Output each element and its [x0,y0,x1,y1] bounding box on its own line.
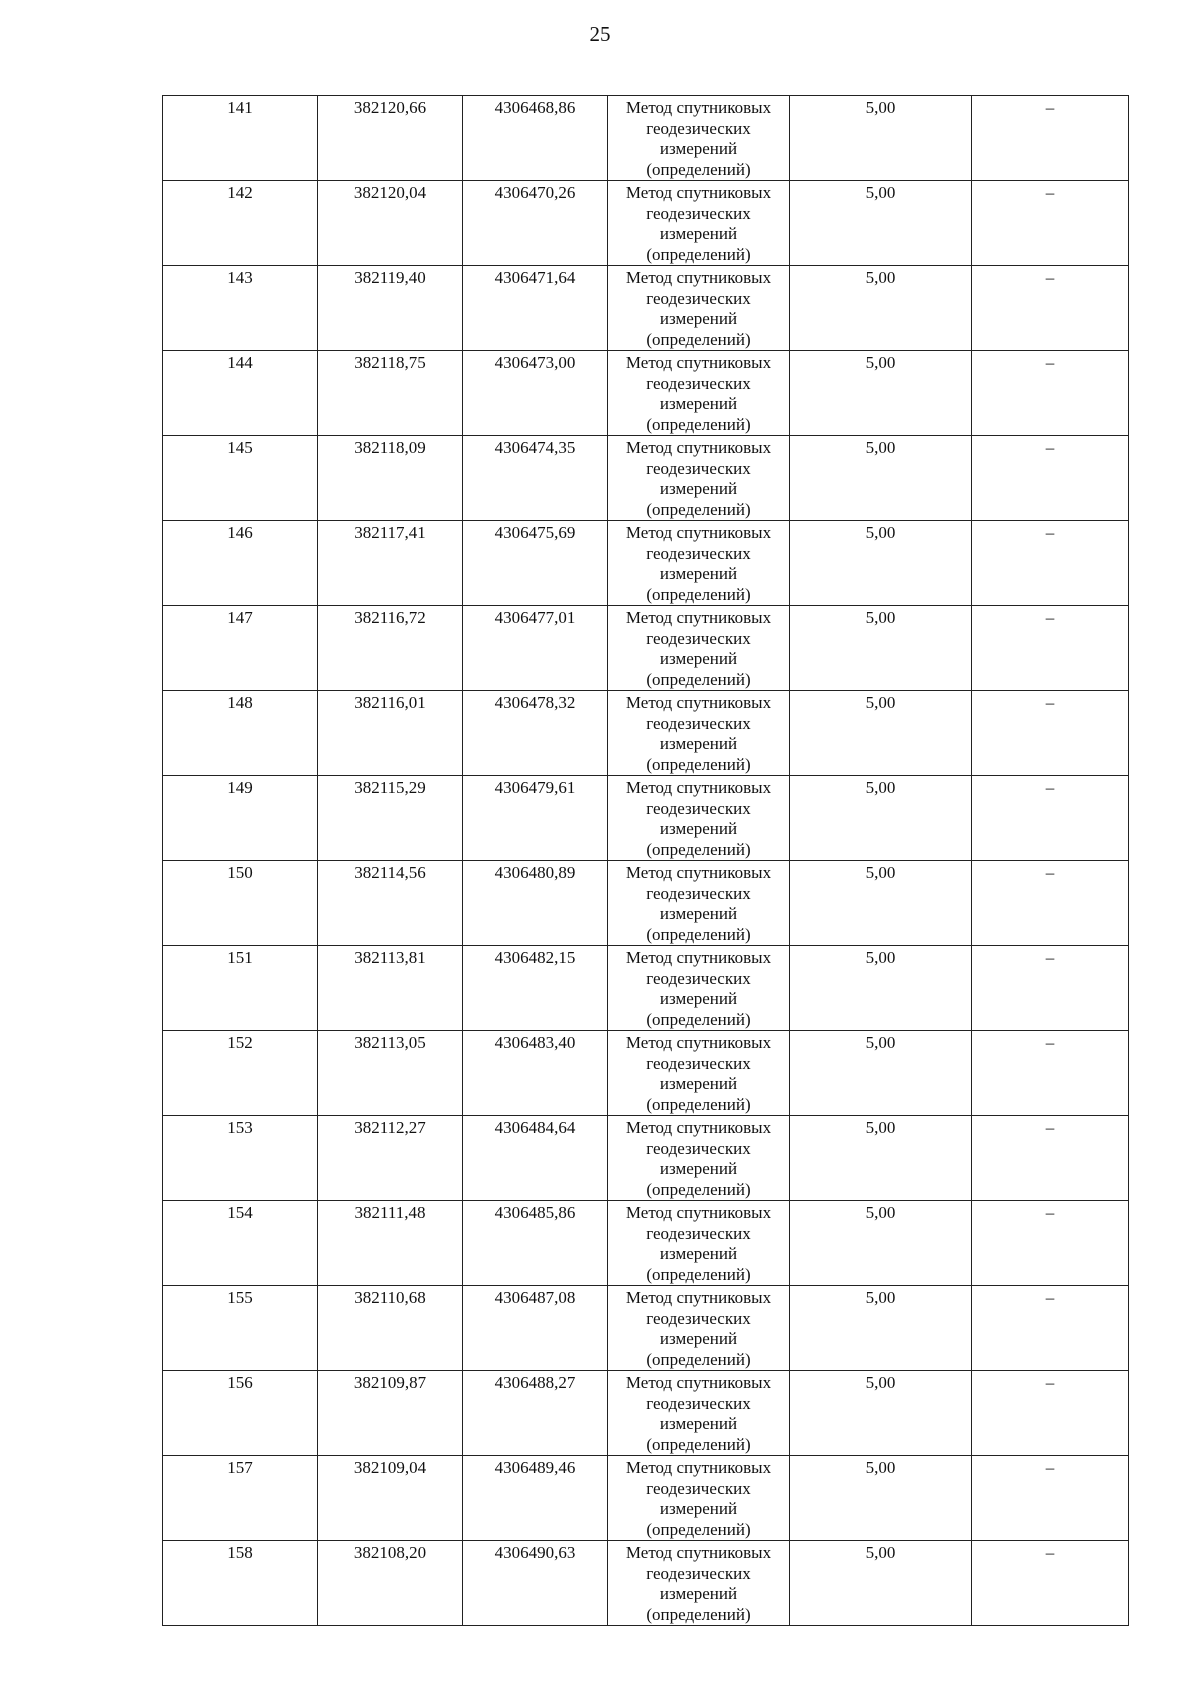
cell-coordinate-x: 382108,20 [318,1541,463,1626]
cell-point-number: 141 [163,96,318,181]
cell-accuracy: 5,00 [790,1286,972,1371]
cell-accuracy: 5,00 [790,521,972,606]
table-row [163,351,1129,436]
cell-method [608,691,790,776]
cell-point-number: 155 [163,1286,318,1371]
method-line: измерений [659,1414,738,1433]
method-line: геодезических [646,883,751,903]
table-row [163,266,1129,351]
method-line: геодезических [646,118,751,138]
table-body [163,96,1129,1626]
method-line: Метод спутниковых [625,353,772,372]
cell-point-number: 151 [163,946,318,1031]
cell-coordinate-x: 382112,27 [318,1116,463,1201]
cell-coordinate-x: 382120,66 [318,96,463,181]
cell-point-number: 152 [163,1031,318,1116]
method-line: геодезических [646,713,751,733]
cell-coordinate-x: 382118,75 [318,351,463,436]
cell-coordinate-x: 382120,04 [318,181,463,266]
method-line: измерений [659,734,738,753]
cell-coordinate-y: 4306480,89 [463,861,608,946]
cell-method [608,1541,790,1626]
cell-accuracy: 5,00 [790,1031,972,1116]
table-row [163,96,1129,181]
cell-method [608,351,790,436]
method-line: (определений) [646,1434,751,1454]
method-line: измерений [659,1159,738,1178]
cell-point-number: 150 [163,861,318,946]
method-line: измерений [659,1584,738,1603]
cell-note: – [972,606,1129,691]
cell-coordinate-y: 4306478,32 [463,691,608,776]
cell-accuracy: 5,00 [790,606,972,691]
table-row [163,1371,1129,1456]
method-line: измерений [659,649,738,668]
cell-note: – [972,861,1129,946]
cell-method [608,436,790,521]
table-row [163,691,1129,776]
method-line: измерений [659,1244,738,1263]
cell-point-number: 156 [163,1371,318,1456]
cell-note: – [972,96,1129,181]
cell-coordinate-y: 4306482,15 [463,946,608,1031]
cell-accuracy: 5,00 [790,1201,972,1286]
cell-accuracy: 5,00 [790,1116,972,1201]
method-line: измерений [659,224,738,243]
method-line: измерений [659,1329,738,1348]
method-line: (определений) [646,244,751,264]
cell-accuracy: 5,00 [790,776,972,861]
method-line: геодезических [646,1308,751,1328]
cell-note: – [972,1541,1129,1626]
cell-coordinate-y: 4306483,40 [463,1031,608,1116]
cell-coordinate-y: 4306487,08 [463,1286,608,1371]
method-line: измерений [659,1499,738,1518]
cell-accuracy: 5,00 [790,181,972,266]
cell-point-number: 148 [163,691,318,776]
cell-note: – [972,266,1129,351]
method-line: Метод спутниковых [625,778,772,797]
method-line: Метод спутниковых [625,1118,772,1137]
method-line: (определений) [646,1349,751,1369]
cell-accuracy: 5,00 [790,691,972,776]
method-line: геодезических [646,543,751,563]
cell-method [608,1031,790,1116]
method-line: геодезических [646,628,751,648]
cell-method [608,861,790,946]
cell-method [608,946,790,1031]
cell-coordinate-x: 382118,09 [318,436,463,521]
cell-point-number: 144 [163,351,318,436]
cell-coordinate-x: 382116,01 [318,691,463,776]
method-line: (определений) [646,1604,751,1624]
cell-point-number: 157 [163,1456,318,1541]
table-row [163,436,1129,521]
cell-coordinate-x: 382113,81 [318,946,463,1031]
method-line: измерений [659,1074,738,1093]
method-line: Метод спутниковых [625,523,772,542]
cell-note: – [972,1286,1129,1371]
method-line: (определений) [646,754,751,774]
cell-point-number: 154 [163,1201,318,1286]
table-row [163,776,1129,861]
table-row [163,861,1129,946]
method-line: измерений [659,904,738,923]
method-line: Метод спутниковых [625,1458,772,1477]
method-line: (определений) [646,1264,751,1284]
cell-point-number: 158 [163,1541,318,1626]
cell-point-number: 147 [163,606,318,691]
cell-accuracy: 5,00 [790,1541,972,1626]
cell-coordinate-x: 382115,29 [318,776,463,861]
table-row [163,181,1129,266]
method-line: Метод спутниковых [625,268,772,287]
cell-coordinate-y: 4306488,27 [463,1371,608,1456]
table-row [163,1456,1129,1541]
method-line: (определений) [646,924,751,944]
cell-accuracy: 5,00 [790,1456,972,1541]
cell-method [608,776,790,861]
cell-coordinate-y: 4306490,63 [463,1541,608,1626]
method-line: измерений [659,309,738,328]
method-line: (определений) [646,584,751,604]
method-line: Метод спутниковых [625,183,772,202]
cell-coordinate-x: 382113,05 [318,1031,463,1116]
cell-note: – [972,776,1129,861]
method-line: геодезических [646,798,751,818]
cell-method [608,1456,790,1541]
method-line: (определений) [646,499,751,519]
method-line: (определений) [646,414,751,434]
cell-accuracy: 5,00 [790,351,972,436]
cell-coordinate-y: 4306489,46 [463,1456,608,1541]
cell-note: – [972,521,1129,606]
method-line: Метод спутниковых [625,863,772,882]
method-line: измерений [659,564,738,583]
method-line: Метод спутниковых [625,608,772,627]
cell-coordinate-x: 382119,40 [318,266,463,351]
cell-accuracy: 5,00 [790,96,972,181]
cell-coordinate-x: 382116,72 [318,606,463,691]
table-row [163,521,1129,606]
cell-accuracy: 5,00 [790,1371,972,1456]
cell-coordinate-y: 4306477,01 [463,606,608,691]
method-line: геодезических [646,373,751,393]
method-line: Метод спутниковых [625,438,772,457]
cell-point-number: 142 [163,181,318,266]
method-line: Метод спутниковых [625,1033,772,1052]
table-row [163,946,1129,1031]
method-line: геодезических [646,1563,751,1583]
cell-note: – [972,181,1129,266]
cell-accuracy: 5,00 [790,946,972,1031]
method-line: (определений) [646,159,751,179]
cell-accuracy: 5,00 [790,266,972,351]
method-line: геодезических [646,288,751,308]
cell-method [608,266,790,351]
table-row [163,1286,1129,1371]
cell-coordinate-x: 382117,41 [318,521,463,606]
cell-note: – [972,1456,1129,1541]
cell-coordinate-y: 4306475,69 [463,521,608,606]
table-row [163,1116,1129,1201]
page-number: 25 [589,22,611,46]
method-line: геодезических [646,968,751,988]
method-line: (определений) [646,1179,751,1199]
cell-method [608,521,790,606]
method-line: (определений) [646,1009,751,1029]
cell-method [608,1201,790,1286]
table-row [163,1541,1129,1626]
cell-note: – [972,436,1129,521]
cell-accuracy: 5,00 [790,436,972,521]
cell-method [608,1286,790,1371]
method-line: (определений) [646,839,751,859]
cell-coordinate-x: 382111,48 [318,1201,463,1286]
method-line: геодезических [646,1138,751,1158]
method-line: геодезических [646,1053,751,1073]
cell-coordinate-x: 382109,87 [318,1371,463,1456]
cell-note: – [972,1031,1129,1116]
cell-point-number: 153 [163,1116,318,1201]
method-line: Метод спутниковых [625,1203,772,1222]
cell-coordinate-y: 4306479,61 [463,776,608,861]
method-line: геодезических [646,1478,751,1498]
method-line: геодезических [646,1393,751,1413]
cell-coordinate-y: 4306471,64 [463,266,608,351]
method-line: Метод спутниковых [625,1373,772,1392]
cell-coordinate-x: 382109,04 [318,1456,463,1541]
method-line: геодезических [646,458,751,478]
cell-method [608,606,790,691]
method-line: Метод спутниковых [625,693,772,712]
cell-note: – [972,691,1129,776]
method-line: Метод спутниковых [625,1543,772,1562]
cell-point-number: 149 [163,776,318,861]
method-line: Метод спутниковых [625,1288,772,1307]
cell-coordinate-y: 4306484,64 [463,1116,608,1201]
cell-note: – [972,351,1129,436]
table-row [163,1201,1129,1286]
method-line: геодезических [646,203,751,223]
method-line: (определений) [646,669,751,689]
cell-coordinate-y: 4306485,86 [463,1201,608,1286]
method-line: измерений [659,989,738,1008]
cell-point-number: 146 [163,521,318,606]
cell-note: – [972,946,1129,1031]
cell-method [608,1371,790,1456]
method-line: Метод спутниковых [625,948,772,967]
cell-point-number: 143 [163,266,318,351]
table-row [163,606,1129,691]
cell-method [608,1116,790,1201]
method-line: (определений) [646,1094,751,1114]
cell-coordinate-x: 382110,68 [318,1286,463,1371]
coordinates-table [162,95,1129,1626]
cell-coordinate-y: 4306468,86 [463,96,608,181]
cell-coordinate-y: 4306474,35 [463,436,608,521]
cell-note: – [972,1116,1129,1201]
cell-method [608,181,790,266]
method-line: (определений) [646,329,751,349]
method-line: Метод спутниковых [625,98,772,117]
cell-point-number: 145 [163,436,318,521]
method-line: геодезических [646,1223,751,1243]
cell-accuracy: 5,00 [790,861,972,946]
cell-note: – [972,1371,1129,1456]
cell-method [608,96,790,181]
cell-coordinate-y: 4306473,00 [463,351,608,436]
method-line: (определений) [646,1519,751,1539]
method-line: измерений [659,139,738,158]
method-line: измерений [659,819,738,838]
method-line: измерений [659,479,738,498]
cell-coordinate-y: 4306470,26 [463,181,608,266]
cell-coordinate-x: 382114,56 [318,861,463,946]
cell-note: – [972,1201,1129,1286]
method-line: измерений [659,394,738,413]
table-row [163,1031,1129,1116]
